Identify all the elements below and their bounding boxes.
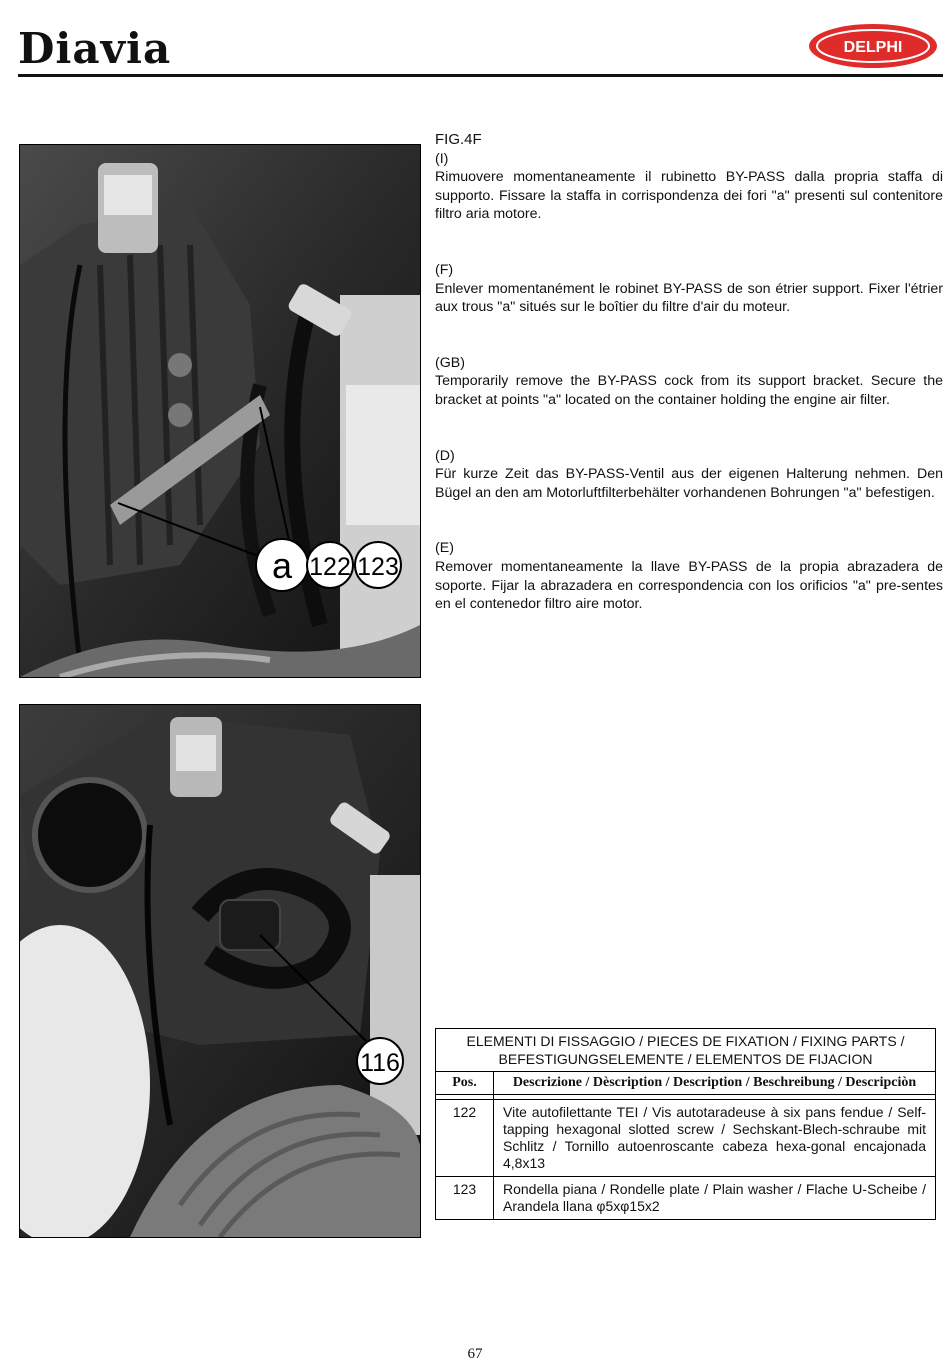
column-header-description: Descrizione / Dèscription / Description / Beschreibung / Descripciòn (494, 1072, 936, 1095)
callout-122 (307, 542, 353, 588)
instruction-text: Enlever momentanément le robinet BY-PASS de son étrier support. Fixer l'étrier aux trous "a" situés sur le boîtier du filtre d'air du moteur. (435, 280, 943, 316)
figure-title: FIG.4F (435, 131, 482, 148)
table-title: ELEMENTI DI FISSAGGIO / PIECES DE FIXATION / FIXING PARTS / BEFESTIGUNGSELEMENTE / ELEMENTOS DE FIJACION (436, 1029, 936, 1072)
instruction-english (435, 354, 943, 410)
engine-photo-top (19, 144, 421, 678)
instruction-text: Für kurze Zeit das BY-PASS-Ventil aus der eigenen Halterung nehmen. Den Bügel an den am Motorluftfilterbehälter vorhandenen Bohrungen "a" befestigen. (435, 466, 943, 501)
callout-a (256, 539, 308, 591)
svg-text:116: 116 (360, 1049, 400, 1077)
engine-photo-bottom (19, 704, 421, 1238)
page-header (18, 18, 943, 80)
column-header-pos: Pos. (436, 1072, 494, 1095)
part-position: 122 (436, 1100, 494, 1177)
instruction-text: Temporarily remove the BY-PASS cock from its support bracket. Secure the bracket at points "a" located on the container holding the engine air filter. (435, 373, 943, 408)
table-row (436, 1100, 936, 1177)
header-divider (18, 74, 943, 77)
engine-photo-bottom-image (20, 705, 420, 1237)
language-code: (GB) (435, 354, 465, 371)
brand-logo-diavia: Diavia (18, 24, 172, 73)
language-code: (E) (435, 540, 454, 557)
callout-116 (357, 1038, 403, 1084)
delphi-logo (807, 22, 939, 70)
engine-photo-top-image (20, 145, 420, 677)
svg-text:123: 123 (357, 553, 399, 581)
part-position: 123 (436, 1177, 494, 1220)
part-description: Vite autofilettante TEI / Vis autotaradeuse à six pans fendue / Self-tapping hexagonal slotted screw / Sechskant-Blech-schraube mit Schlitz / Tornillo autoenroscante cabeza hexa-gonal encajonada 4,8x13 (494, 1100, 936, 1177)
part-description: Rondella piana / Rondelle plate / Plain washer / Flache U-Scheibe / Arandela llana φ5xφ15x2 (494, 1177, 936, 1220)
fixing-parts-table (435, 1028, 936, 1220)
svg-text:a: a (271, 545, 293, 586)
instruction-italian (435, 150, 943, 224)
instruction-spanish (435, 539, 943, 613)
svg-text:122: 122 (309, 553, 351, 581)
page-number: 67 (467, 1346, 483, 1362)
callout-123 (355, 542, 401, 588)
language-code: (I) (435, 150, 449, 167)
instruction-text: Rimuovere momentaneamente il rubinetto BY-PASS dalla propria staffa di supporto. Fissare la staffa in corrispondenza dei fori "a" presenti sul contenitore filtro aria motore. (435, 169, 943, 223)
instructions-column (435, 131, 943, 614)
language-code: (F) (435, 261, 454, 278)
language-code: (D) (435, 447, 455, 464)
instruction-text: Remover momentaneamente la llave BY-PASS de la propia abrazadera de soporte. Fijar la abrazadera en correspondencia con los orificios "a" pre-sentes en el contenedor filtro aire motor. (435, 558, 943, 613)
table-row (436, 1177, 936, 1220)
delphi-logo-text: DELPHI (843, 39, 903, 56)
instruction-german (435, 447, 943, 503)
instruction-french (435, 261, 943, 317)
